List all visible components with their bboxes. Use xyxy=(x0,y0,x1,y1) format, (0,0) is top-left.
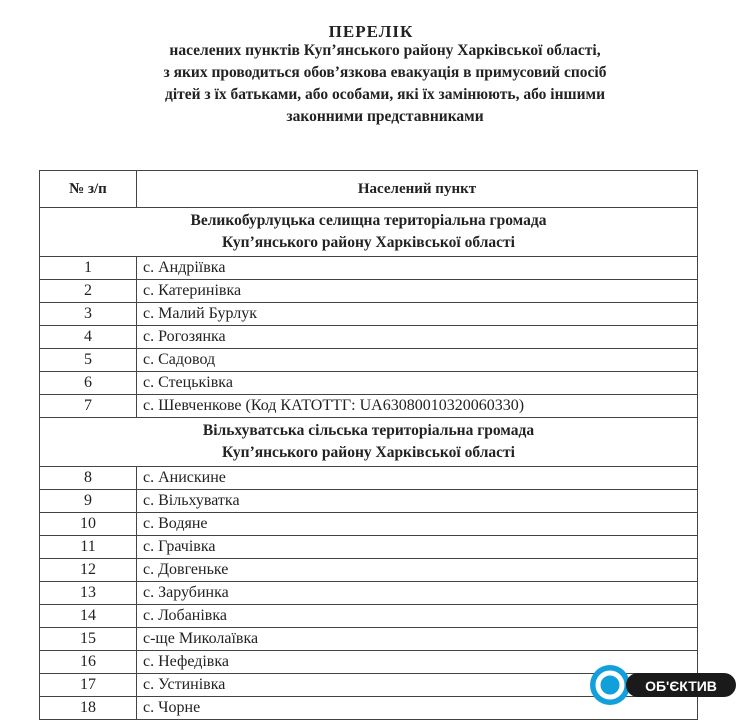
group-title-line: Куп’янського району Харківської області xyxy=(222,444,515,461)
header-number: № з/п xyxy=(40,171,137,208)
row-number: 11 xyxy=(40,536,137,559)
settlement-name: с. Андріївка xyxy=(137,257,698,280)
table-row xyxy=(40,303,698,326)
settlement-name: с. Нефедівка xyxy=(137,651,698,674)
settlements-table xyxy=(39,170,698,720)
settlement-name: с. Вільхуватка xyxy=(137,490,698,513)
table-row xyxy=(40,536,698,559)
settlement-name: с. Довгеньке xyxy=(137,559,698,582)
row-number: 3 xyxy=(40,303,137,326)
subtitle-line: з яких проводиться обов’язкова евакуація в примусовий спосіб xyxy=(163,64,607,81)
group-header-row xyxy=(40,208,698,257)
group-header-row xyxy=(40,418,698,467)
row-number: 1 xyxy=(40,257,137,280)
row-number: 17 xyxy=(40,674,137,697)
group-title-line: Куп’янського району Харківської області xyxy=(222,234,515,251)
table-row xyxy=(40,559,698,582)
group-title xyxy=(40,208,698,257)
document-title: ПЕРЕЛІК xyxy=(328,22,414,41)
settlement-name: с. Устинівка xyxy=(137,674,698,697)
logo-text: ОБ'ЄКТИВ xyxy=(645,678,717,694)
row-number: 7 xyxy=(40,395,137,418)
group-title-line: Великобурлуцька селищна територіальна громада xyxy=(190,212,547,229)
row-number: 9 xyxy=(40,490,137,513)
header-settlement: Населений пункт xyxy=(137,171,698,208)
row-number: 5 xyxy=(40,349,137,372)
row-number: 2 xyxy=(40,280,137,303)
settlement-name: с. Садовод xyxy=(137,349,698,372)
table-body xyxy=(40,208,698,720)
group-title xyxy=(40,418,698,467)
settlement-name: с. Грачівка xyxy=(137,536,698,559)
table-row xyxy=(40,372,698,395)
group-title-line: Вільхуватська сільська територіальна громада xyxy=(202,422,535,439)
settlement-name: с. Катеринівка xyxy=(137,280,698,303)
row-number: 18 xyxy=(40,697,137,720)
table-row xyxy=(40,605,698,628)
row-number: 10 xyxy=(40,513,137,536)
settlement-name: с. Анискине xyxy=(137,467,698,490)
settlement-name: с. Чорне xyxy=(137,697,698,720)
table-row xyxy=(40,395,698,418)
settlement-name: с. Зарубинка xyxy=(137,582,698,605)
row-number: 12 xyxy=(40,559,137,582)
row-number: 14 xyxy=(40,605,137,628)
table-row xyxy=(40,513,698,536)
obiektyv-logo xyxy=(588,662,738,708)
table-row xyxy=(40,582,698,605)
table-row xyxy=(40,349,698,372)
row-number: 4 xyxy=(40,326,137,349)
row-number: 16 xyxy=(40,651,137,674)
settlement-name: с. Малий Бурлук xyxy=(137,303,698,326)
settlement-name: с-ще Миколаївка xyxy=(137,628,698,651)
settlement-name: с. Шевченкове (Код КАТОТТГ: UA63080010320060330) xyxy=(137,395,698,418)
subtitle-line: дітей з їх батьками, або особами, які їх замінюють, або іншими xyxy=(164,86,606,103)
table-header-row xyxy=(40,171,698,208)
subtitle-line: населених пунктів Куп’янського району Харківської області, xyxy=(169,42,601,59)
table-row xyxy=(40,490,698,513)
settlement-name: с. Водяне xyxy=(137,513,698,536)
row-number: 15 xyxy=(40,628,137,651)
table-row xyxy=(40,326,698,349)
row-number: 8 xyxy=(40,467,137,490)
table-row xyxy=(40,280,698,303)
row-number: 13 xyxy=(40,582,137,605)
subtitle-line: законними представниками xyxy=(286,108,484,125)
settlement-name: с. Стецьківка xyxy=(137,372,698,395)
table-row xyxy=(40,628,698,651)
document-subtitle xyxy=(40,40,730,128)
table-row xyxy=(40,467,698,490)
settlement-name: с. Рогозянка xyxy=(137,326,698,349)
table-row xyxy=(40,257,698,280)
row-number: 6 xyxy=(40,372,137,395)
settlement-name: с. Лобанівка xyxy=(137,605,698,628)
